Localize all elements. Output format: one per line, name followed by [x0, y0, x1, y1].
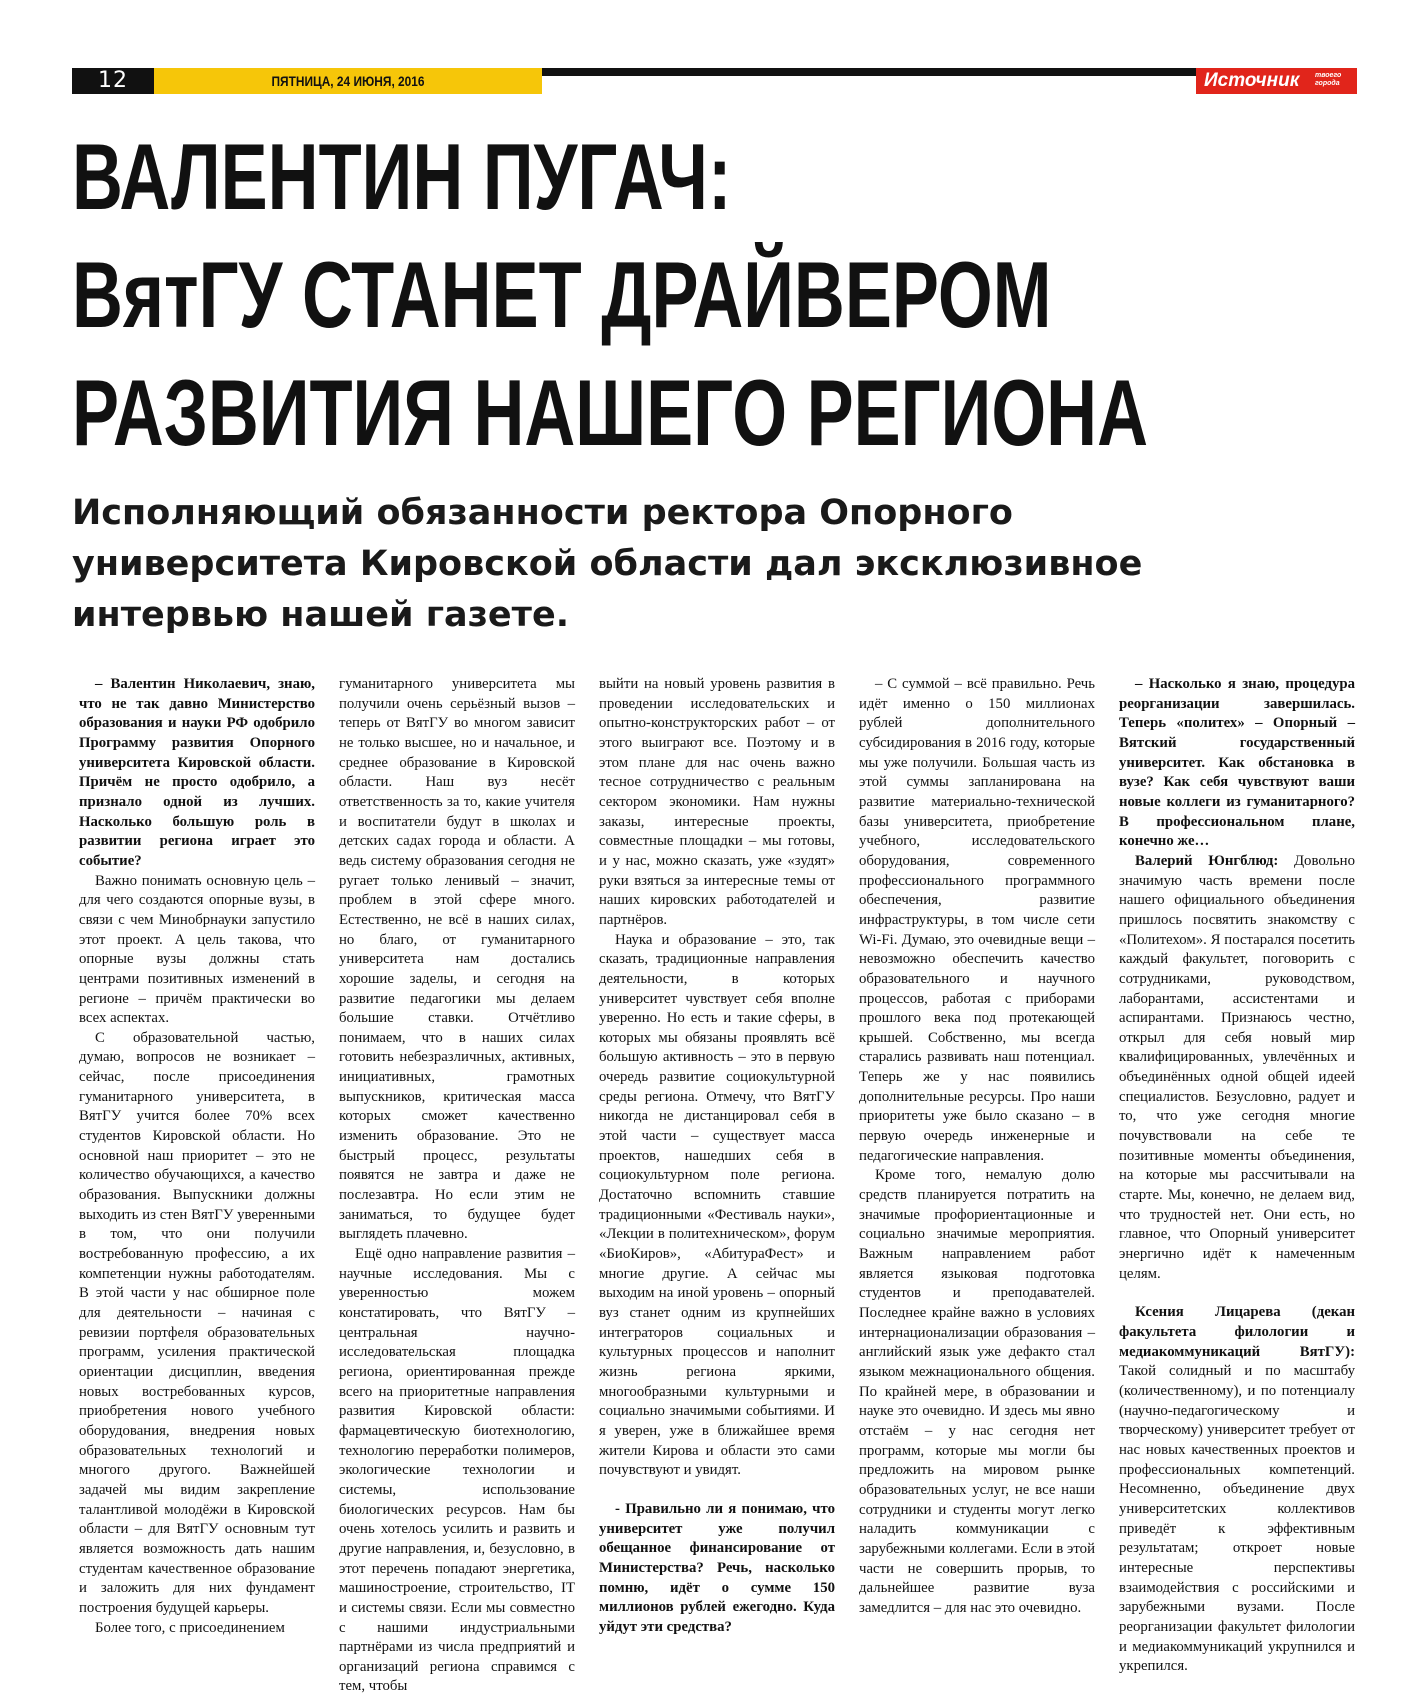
speaker-name: Валерий Юнгблюд:: [1135, 852, 1279, 869]
speaker-text: Такой солидный и по масштабу (количественному), и по потенциалу (научно-педагогическому и творческому) университет требует от нас новых качественных проектов и профессиональных компетенций. Несомненно, объединение двух университетских коллективов приведёт к эффективным результатам; откроет новые интересные перспективы взаимодействия с российскими и зарубежными вузами. После реорганизации факультет филологии и медиакоммуникаций укрупнился и укрепился.: [1119, 1363, 1355, 1675]
issue-date-text: ПЯТНИЦА, 24 ИЮНЯ, 2016: [271, 73, 425, 89]
page-number: 12: [72, 68, 154, 94]
subheadline-line-1: Исполняющий обязанности ректора Опорного: [72, 493, 1013, 533]
article-paragraph: гуманитарного университета мы получили очень серьёзный вызов – теперь от ВятГУ во многом зависит не только высшее, но и начальное, и среднее образование в Кировской области. Наш вуз несёт ответственность за то, какие учителя и воспитатели будут в школах и детских садах города и области. А ведь систему образования сегодня не ругает только ленивый – значит, проблем в этой сфере много. Естественно, не всё в наших силах, но благо, от гуманитарного университета нам достались хорошие заделы, и сегодня на развитие педагогики мы делаем большие ставки. Отчётливо понимаем, что в наших силах готовить небезразличных, активных, инициативных, грамотных выпускников, критическая масса которых сможет качественно изменить образование. Это не быстрый процесс, результаты появятся не завтра и даже не послезавтра. Но если этим не заниматься, то будущее будет выглядеть плачевно.: [339, 676, 575, 1243]
issue-date: [154, 68, 542, 94]
interview-question: – Валентин Николаевич, знаю, что не так давно Министерство образования и науки РФ одобрило Программу развития Опорного университета Кировской области. Причём не просто одобрило, а признало одной из лучших. Насколько большую роль в развитии региона играет это событие?: [79, 676, 315, 869]
article-column-5: [1119, 675, 1355, 1677]
article-paragraph: Более того, с присоединением: [95, 1619, 285, 1636]
logo-tagline: твоего города: [1315, 72, 1342, 87]
speaker-paragraph: [1119, 852, 1355, 1284]
interview-question: – Насколько я знаю, процедура реорганизации завершилась. Теперь «политех» – Опорный – Вятский государственный университет. Как обстановка в вузе? Как себя чувствуют ваши новые коллеги из гуманитарного? В профессиональном плане, конечно же…: [1119, 676, 1355, 850]
page-header: [72, 68, 1355, 94]
article-column-1: [79, 675, 315, 1638]
article-paragraph: выйти на новый уровень развития в проведении исследовательских и опытно-конструкторских работ – от этого выиграют все. Поэтому и в этом плане для нас очень важно тесное сотрудничество с реальным сектором экономики. Нам нужны заказы, интересные проекты, совместные площадки – мы готовы, и у нас, можно сказать, уже «зудят» руки взяться за интересные темы от наших кировских работодателей и партнёров.: [599, 676, 835, 928]
header-rule: [542, 68, 1270, 76]
subheadline-line-3: интервью нашей газете.: [72, 595, 569, 635]
headline-line-2: ВятГУ СТАНЕТ ДРАЙВЕРОМ: [72, 242, 1052, 347]
headline: [72, 118, 1362, 472]
article-paragraph: Кроме того, немалую долю средств планируется потратить на значимые профориентационные и социально значимые мероприятия. Важным направлением работ является языковая подготовка студентов и преподавателей. Последнее крайне важно в условиях интернационализации образования – английский язык уже дефакто стал языком межнационального общения. По крайней мере, в образовании и науке это очевидно. И здесь мы явно отстаём – у нас сегодня нет программ, которые мы могли бы предложить на мировом рынке образовательных услуг, не все наши сотрудники и студенты могут легко наладить коммуникации с зарубежными коллегами. Если в этой части не совершить прорыв, то дальнейшее развитие вуза замедлится – для нас это очевидно.: [859, 1167, 1095, 1616]
article-column-4: [859, 675, 1095, 1619]
article-column-3: [599, 675, 835, 1638]
subheadline-line-2: университета Кировской области дал эксклюзивное: [72, 544, 1143, 584]
speaker-paragraph: [1119, 1303, 1355, 1676]
article-paragraph: С образовательной частью, думаю, вопросов не возникает – сейчас, после присоединения гуманитарного университета, в ВятГУ учится более 70% всех студентов Кировской области. Но основной наш приоритет – это не количество обучающихся, а качество образования. Выпускники должны выходить из стен ВятГУ уверенными в том, что они получили востребованную профессию, а их компетенции нужны работодателям. В этой части у нас обширное поле для деятельности – начиная с ревизии портфеля образовательных программ, усиления практической ориентации дисциплин, введения новых востребованных курсов, приобретения нового учебного оборудования, внедрения новых образовательных технологий и многого другого. Важнейшей задачей мы видим закрепление талантливой молодёжи в Кировской области – для ВятГУ основным тут является возможность дать нашим студентам качественное образование и заложить для них фундамент построения будущей карьеры.: [79, 1029, 315, 1616]
article-body: [79, 675, 1355, 1695]
article-paragraph: Важно понимать основную цель – для чего создаются опорные вузы, в связи с чем Минобрнауки запустило этот проект. А цель такова, что опорные вузы должны стать центрами позитивных изменений в регионе – причём практически во всех аспектах.: [79, 872, 315, 1027]
headline-line-3: РАЗВИТИЯ НАШЕГО РЕГИОНА: [72, 360, 1148, 465]
speaker-text: Довольно значимую часть времени после нашего официального объединения пришлось посвятить знакомству с «Политехом». Я постарался посетить каждый факультет, поговорить с сотрудниками, руководством, лаборантами, ассистентами и аспирантами. Признаюсь честно, открыл для себя новый мир квалифицированных, увлечённых и объединённых одной общей идеей специалистов. Безусловно, радует и то, что уже сегодня многие почувствовали на себе те позитивные моменты объединения, на которые мы рассчитывали на старте. Мы, конечно, не делаем вид, что трудностей нет. Они есть, но главное, что Опорный университет энергично идёт к намеченным целям.: [1119, 852, 1355, 1282]
headline-line-1: ВАЛЕНТИН ПУГАЧ:: [72, 124, 732, 229]
article-paragraph: Наука и образование – это, так сказать, традиционные направления деятельности, в которых университет чувствует себя вполне уверенно. Но есть и такие сферы, в которых мы обязаны проявлять всё большую активность – это в первую очередь развитие социокультурной среды региона. Отмечу, что ВятГУ никогда не дистанцировал себя в этой части – существует масса проектов, нашедших себя в социокультурном поле региона. Достаточно вспомнить ставшие традиционными «Фестиваль науки», «Лекции в политехническом», форум «БиоКиров», «АбитураФест» и многие другие. А сейчас мы выходим на иной уровень – опорный вуз станет одним из крупнейших интеграторов социальных и культурных процессов и наполнит жизнь региона яркими, многообразными культурными и социально значимыми событиями. И я уверен, уже в ближайшее время жители Кирова и области это сами почувствуют и увидят.: [599, 931, 835, 1479]
interview-question: - Правильно ли я понимаю, что университет уже получил обещанное финансирование от Министерства? Речь, насколько помню, идёт о сумме 150 миллионов рублей ежегодно. Куда уйдут эти средства?: [599, 1500, 835, 1635]
newspaper-logo: [1196, 68, 1357, 94]
logo-main-text: Источник: [1204, 70, 1300, 91]
article-paragraph: – С суммой – всё правильно. Речь идёт именно о 150 миллионах рублей дополнительного субсидирования в 2016 году, которые мы уже получили. Большая часть из этой суммы запланирована на развитие материально-технической базы университета, приобретение учебного, исследовательского оборудования, современного профессионального программного обеспечения, развитие инфраструктуры, в том числе сети Wi-Fi. Думаю, это очевидные вещи – невозможно обеспечить качество образовательного и научного процессов, работая с приборами прошлого века под протекающей крышей. Собственно, мы всегда старались развивать наш потенциал. Теперь же у нас появились дополнительные ресурсы. Про наши приоритеты уже было сказано – в первую очередь инженерные и педагогические направления.: [859, 676, 1095, 1164]
subheadline: [72, 488, 1143, 641]
article-paragraph: Ещё одно направление развития – научные исследования. Мы с уверенностью можем констатировать, что ВятГУ – центральная научно-исследовательская площадка региона, ориентированная прежде всего на приоритетные направления развития Кировской области: фармацевтическую биотехнологию, технологию переработки полимеров, экологические технологии и системы, использование биологических ресурсов. Нам бы очень хотелось усилить и развить и другие направления, и, безусловно, в этот перечень попадают энергетика, машиностроение, строительство, IT и системы связи. Если мы совместно с нашими индустриальными партнёрами из числа предприятий и организаций региона справимся с тем, чтобы: [339, 1246, 575, 1695]
speaker-name: Ксения Лицарева (декан факультета филологии и медиакоммуникаций ВятГУ):: [1119, 1304, 1355, 1360]
article-column-2: [339, 675, 575, 1697]
